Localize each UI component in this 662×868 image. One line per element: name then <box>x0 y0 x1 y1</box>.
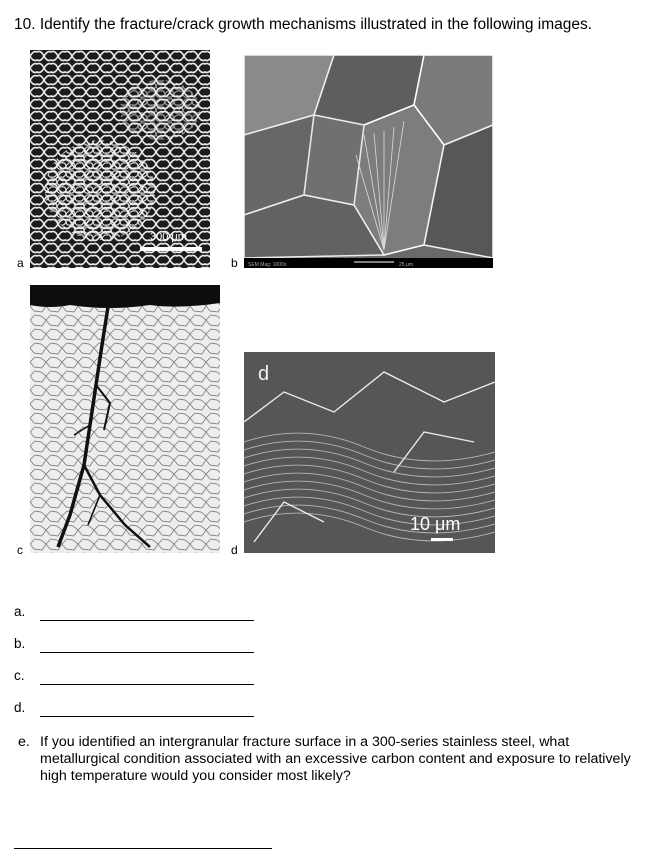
answer-label-d: d. <box>14 700 26 715</box>
answer-line-d[interactable] <box>40 716 254 717</box>
striation-texture <box>244 352 495 553</box>
question-title: 10. Identify the fracture/crack growth mechanisms illustrated in the following images. <box>14 16 593 33</box>
answer-line-a[interactable] <box>40 620 254 621</box>
scale-text-b: 25 μm <box>399 262 413 268</box>
answer-line-b[interactable] <box>40 652 254 653</box>
fracture-image-c <box>30 285 220 553</box>
answer-label-a: a. <box>14 604 26 619</box>
fracture-image-b <box>244 55 493 268</box>
answer-line-c[interactable] <box>40 684 254 685</box>
scale-text-a: 300 μm <box>150 231 187 243</box>
fracture-image-a <box>30 50 210 268</box>
scale-bar-a <box>140 247 202 251</box>
dimple-texture <box>30 50 210 268</box>
answer-line-e[interactable] <box>14 848 272 849</box>
image-label-c: c <box>17 543 23 557</box>
question-e <box>18 734 648 785</box>
image-info-b: SEM Mag: 1000x <box>248 262 287 268</box>
scale-text-d: 10 μm <box>410 514 461 534</box>
question-e-letter: e. <box>18 734 30 750</box>
image-label-a: a <box>17 256 24 270</box>
answer-label-c: c. <box>14 668 25 683</box>
grain-texture <box>30 285 220 553</box>
fracture-image-d <box>244 352 495 553</box>
scale-bar-d <box>431 538 453 541</box>
answer-label-b: b. <box>14 636 26 651</box>
inset-label-d: d <box>258 363 270 385</box>
image-label-d: d <box>231 543 238 557</box>
image-label-b: b <box>231 256 238 270</box>
question-e-text: If you identified an intergranular fracture surface in a 300-series stainless steel, what metallurgical condition associated with an excessive carbon content and exposure to relatively high temperature would you consider most likely? <box>40 734 631 784</box>
cleavage-texture <box>244 55 493 268</box>
